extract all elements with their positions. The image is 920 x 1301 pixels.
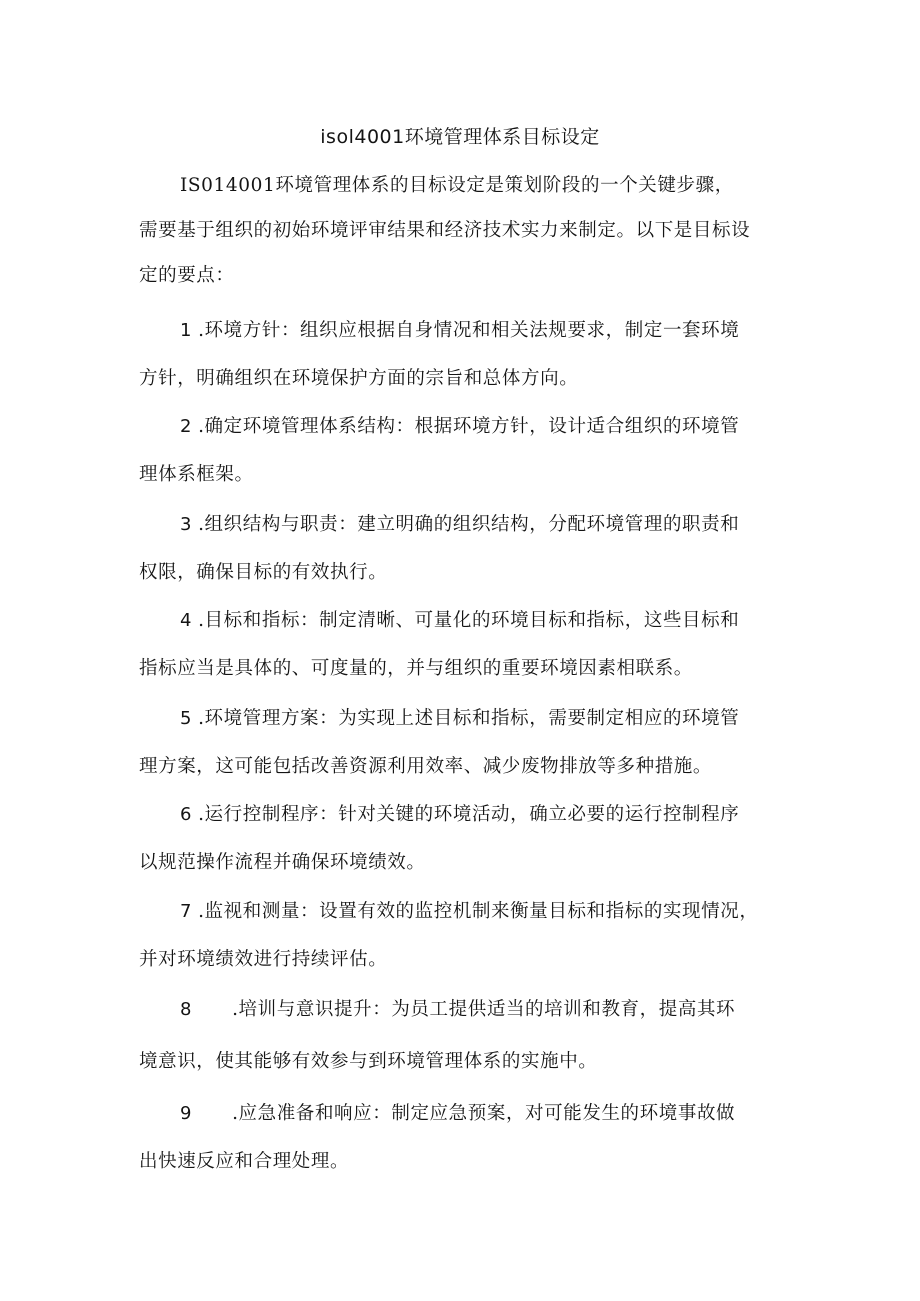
list-item-4 [180, 608, 739, 634]
list-item-1-continuation: 方针，明确组织在环境保护方面的宗旨和总体方向。 [139, 368, 579, 389]
intro-line-1: IS014001环境管理体系的目标设定是策划阶段的一个关键步骤， [180, 175, 734, 196]
list-item-8 [180, 997, 735, 1023]
list-item-2 [180, 414, 739, 440]
list-item-8-continuation: 境意识，使其能够有效参与到环境管理体系的实施中。 [139, 1051, 598, 1072]
list-item-number: 7 [180, 901, 193, 922]
list-item-text: .监视和测量：设置有效的监控机制来衡量目标和指标的实现情况， [198, 901, 759, 922]
list-item-9 [180, 1101, 735, 1127]
list-item-6 [180, 802, 739, 828]
list-item-2-continuation: 理体系框架。 [139, 464, 254, 485]
list-item-number: 9 [180, 1103, 193, 1124]
list-item-number: 8 [180, 999, 193, 1020]
list-item-text: .应急准备和响应：制定应急预案，对可能发生的环境事故做 [232, 1103, 736, 1124]
list-item-4-continuation: 指标应当是具体的、可度量的，并与组织的重要环境因素相联系。 [139, 658, 693, 679]
list-item-3-continuation: 权限，确保目标的有效执行。 [139, 562, 388, 583]
intro-line-2: 需要基于组织的初始环境评审结果和经济技术实力来制定。以下是目标设 [139, 220, 751, 241]
list-item-number: 4 [180, 610, 193, 631]
document-title: isol4001环境管理体系目标设定 [320, 126, 600, 148]
list-item-text: .环境管理方案：为实现上述目标和指标，需要制定相应的环境管 [198, 708, 740, 729]
list-item-text: .培训与意识提升：为员工提供适当的培训和教育，提高其环 [232, 999, 736, 1020]
list-item-text: .确定环境管理体系结构：根据环境方针，设计适合组织的环境管 [198, 416, 740, 437]
list-item-number: 2 [180, 416, 193, 437]
list-item-number: 5 [180, 708, 193, 729]
list-item-6-continuation: 以规范操作流程并确保环境绩效。 [139, 852, 426, 873]
intro-line-3: 定的要点： [139, 265, 235, 286]
list-item-number: 3 [180, 514, 193, 535]
list-item-number: 1 [180, 320, 193, 341]
list-item-text: .运行控制程序：针对关键的环境活动，确立必要的运行控制程序 [198, 804, 740, 825]
list-item-7 [180, 899, 758, 925]
list-item-5-continuation: 理方案，这可能包括改善资源利用效率、减少废物排放等多种措施。 [139, 756, 713, 777]
list-item-5 [180, 706, 739, 732]
list-item-9-continuation: 出快速反应和合理处理。 [139, 1151, 350, 1172]
list-item-number: 6 [180, 804, 193, 825]
list-item-text: .目标和指标：制定清晰、可量化的环境目标和指标，这些目标和 [198, 610, 740, 631]
list-item-1 [180, 318, 739, 344]
list-item-7-continuation: 并对环境绩效进行持续评估。 [139, 949, 388, 970]
list-item-text: .环境方针：组织应根据自身情况和相关法规要求，制定一套环境 [198, 320, 740, 341]
list-item-3 [180, 512, 739, 538]
list-item-text: .组织结构与职责：建立明确的组织结构，分配环境管理的职责和 [198, 514, 740, 535]
